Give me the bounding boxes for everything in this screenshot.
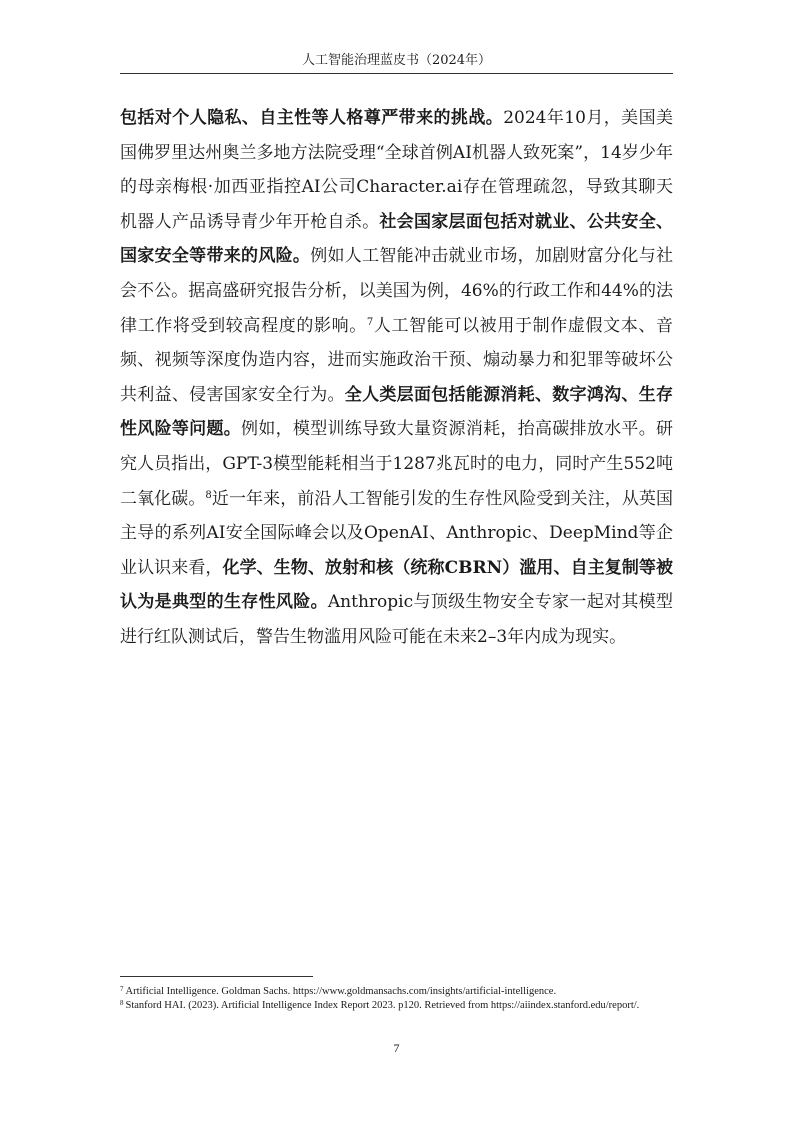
header-divider xyxy=(120,73,673,74)
sentence-red-team: Anthropic与顶级生物安全专家一起对其模型进行红队测试后，警告生物滥用风险可能在未来2–3年内成为现实。 xyxy=(120,592,673,647)
running-header: 人工智能治理蓝皮书（2024年） xyxy=(301,53,492,68)
footnotes xyxy=(120,985,673,1012)
bold-sentence-individual: 包括对个人隐私、自主性等人格尊严带来的挑战。 xyxy=(120,108,504,128)
footnote-item xyxy=(120,999,673,1013)
footnote-text: Artificial Intelligence. Goldman Sachs. https://www.goldmansachs.com/insights/artificial-intelligence. xyxy=(125,986,557,997)
footnote-number: 8 xyxy=(120,998,124,1007)
footnote-text: Stanford HAI. (2023). Artificial Intelligence Index Report 2023. p120. Retrieved from https://aiindex.stanford.edu/report/. xyxy=(125,999,640,1011)
bold-sentence-humanity: 全人类层面包括能源消耗、数字鸿沟、生存性风险等问题。 xyxy=(120,384,674,440)
footnote-item xyxy=(120,985,673,999)
sentence-energy-consumption: 例如，模型训练导致大量资源消耗，抬高碳排放水平。研究人员指出，GPT-3模型能耗相当于1287兆瓦时的电力，同时产生552吨二氧化碳。 xyxy=(120,419,674,509)
footnote-divider xyxy=(120,976,313,977)
footnote-ref-8[interactable]: 8 xyxy=(205,489,212,501)
bold-sentence-social-national: 社会国家层面包括对就业、公共安全、国家安全等带来的风险。 xyxy=(120,211,674,267)
page-number: 7 xyxy=(393,1041,400,1055)
footnote-number: 7 xyxy=(120,985,124,993)
sentence-frontier-risk: 近一年来，前沿人工智能引发的生存性风险受到关注，从英国主导的系列AI安全国际峰会以及OpenAI、Anthropic、DeepMind等企业认识来看， xyxy=(120,488,674,578)
sentence-character-ai-case: 2024年10月，美国美国佛罗里达州奥兰多地方法院受理“全球首例AI机器人致死案”，14岁少年的母亲梅根·加西亚指控AI公司Character.ai存在管理疏忽，导致其聊天机器人产品诱导青少年开枪自杀。 xyxy=(120,108,674,232)
footnote-ref-7[interactable]: 7 xyxy=(366,316,374,328)
sentence-deepfake: 人工智能可以被用于制作虚假文本、音频、视频等深度伪造内容，进而实施政治干预、煽动暴力和犯罪等破坏公共利益、侵害国家安全行为。 xyxy=(120,315,674,405)
bold-sentence-cbrn: 化学、生物、放射和核（统称CBRN）滥用、自主复制等被认为是典型的生存性风险。 xyxy=(120,557,674,613)
body-paragraph xyxy=(120,101,673,655)
sentence-employment-impact: 例如人工智能冲击就业市场，加剧财富分化与社会不公。据高盛研究报告分析，以美国为例，46%的行政工作和44%的法律工作将受到较高程度的影响。 xyxy=(120,246,674,336)
